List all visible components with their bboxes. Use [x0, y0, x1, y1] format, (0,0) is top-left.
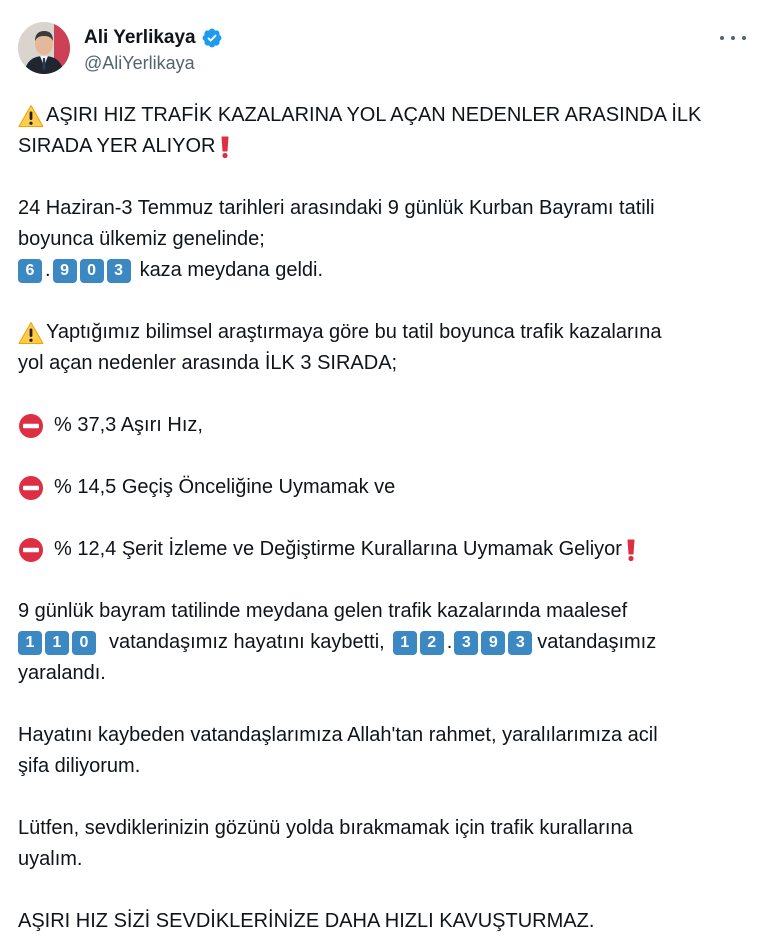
paragraph-5-text-2: uyalım. [18, 848, 83, 870]
accident-count-line [18, 255, 758, 286]
paragraph-5-line-2 [18, 844, 758, 875]
headline-line-1 [18, 100, 758, 131]
keycap-digit: 1 [393, 631, 417, 655]
paragraph-2-line-1 [18, 317, 758, 348]
no-entry-icon [18, 413, 44, 439]
paragraph-3-text-1: 9 günlük bayram tatilinde meydana gelen trafik kazalarında maalesef [18, 600, 628, 622]
headline-line-2 [18, 131, 758, 162]
no-entry-icon [18, 475, 44, 501]
paragraph-4-line-1 [18, 720, 758, 751]
paragraph-5-text-1: Lütfen, sevdiklerinizin gözünü yolda bırakmamak için trafik kurallarına [18, 817, 633, 839]
keycap-digit: 3 [107, 259, 131, 283]
warning-icon [18, 321, 44, 345]
keycap-digit: 9 [53, 259, 77, 283]
paragraph-3-line-3 [18, 658, 758, 689]
keycap-digit: 0 [80, 259, 104, 283]
paragraph-4-text-1: Hayatını kaybeden vatandaşlarımıza Allah'tan rahmet, yaralılarımıza acil [18, 724, 658, 746]
closing-text: AŞIRI HIZ SİZİ SEVDİKLERİNİZE DAHA HIZLI KAVUŞTURMAZ. [18, 910, 595, 932]
handle[interactable]: @AliYerlikaya [84, 53, 195, 73]
headline-text-2: SIRADA YER ALIYOR [18, 135, 216, 157]
keycap-digit: 1 [18, 631, 42, 655]
cause-1-line [18, 410, 758, 441]
display-name[interactable]: Ali Yerlikaya [84, 27, 196, 48]
cause-2-text: % 14,5 Geçiş Önceliğine Uymamak ve [54, 476, 396, 498]
paragraph-1-text-1: 24 Haziran-3 Temmuz tarihleri arasındaki 9 günlük Kurban Bayramı tatili [18, 197, 655, 219]
paragraph-2-text-2: yol açan nedenler arasında İLK 3 SIRADA; [18, 352, 398, 374]
paragraph-2-text-1: Yaptığımız bilimsel araştırmaya göre bu tatil boyunca trafik kazalarına [46, 321, 662, 343]
paragraph-4-text-2: şifa diliyorum. [18, 755, 141, 777]
paragraph-1-text-2: boyunca ülkemiz genelinde; [18, 228, 265, 250]
paragraph-1-line-2 [18, 224, 758, 255]
keycap-digit: 2 [420, 631, 444, 655]
digit-separator: . [45, 259, 51, 281]
tweet-text [18, 100, 758, 937]
paragraph-1-line-1 [18, 193, 758, 224]
red-exclamation-icon [624, 538, 638, 562]
injured-text: vatandaşımız [537, 631, 657, 653]
paragraph-4-line-2 [18, 751, 758, 782]
cause-1-text: % 37,3 Aşırı Hız, [54, 414, 203, 436]
accident-text: kaza meydana geldi. [139, 259, 324, 281]
no-entry-icon [18, 537, 44, 563]
warning-icon [18, 104, 44, 128]
paragraph-3-line-1 [18, 596, 758, 627]
avatar-portrait-icon [18, 22, 70, 74]
paragraph-2-line-2 [18, 348, 758, 379]
keycap-digit: 6 [18, 259, 42, 283]
headline-text-1: AŞIRI HIZ TRAFİK KAZALARINA YOL AÇAN NEDENLER ARASINDA İLK [46, 104, 702, 126]
keycap-digit: 3 [508, 631, 532, 655]
cause-2-line [18, 472, 758, 503]
keycap-digit: 0 [72, 631, 96, 655]
cause-3-text: % 12,4 Şerit İzleme ve Değiştirme Kurallarına Uymamak Geliyor [54, 538, 622, 560]
avatar[interactable] [18, 22, 70, 74]
digit-separator: . [446, 631, 453, 653]
keycap-digit: 9 [481, 631, 505, 655]
paragraph-5-line-1 [18, 813, 758, 844]
keycap-digit: 1 [45, 631, 69, 655]
casualty-line [18, 627, 758, 658]
cause-3-line [18, 534, 758, 565]
paragraph-3-text-3: yaralandı. [18, 662, 106, 684]
author-block [84, 26, 223, 74]
tweet-header [18, 22, 758, 82]
red-exclamation-icon [218, 135, 232, 159]
verified-badge-icon[interactable] [201, 27, 223, 49]
more-options-icon[interactable] [720, 28, 746, 48]
closing-line [18, 906, 758, 937]
keycap-digit: 3 [454, 631, 478, 655]
death-text: vatandaşımız hayatını kaybetti, [109, 631, 385, 653]
